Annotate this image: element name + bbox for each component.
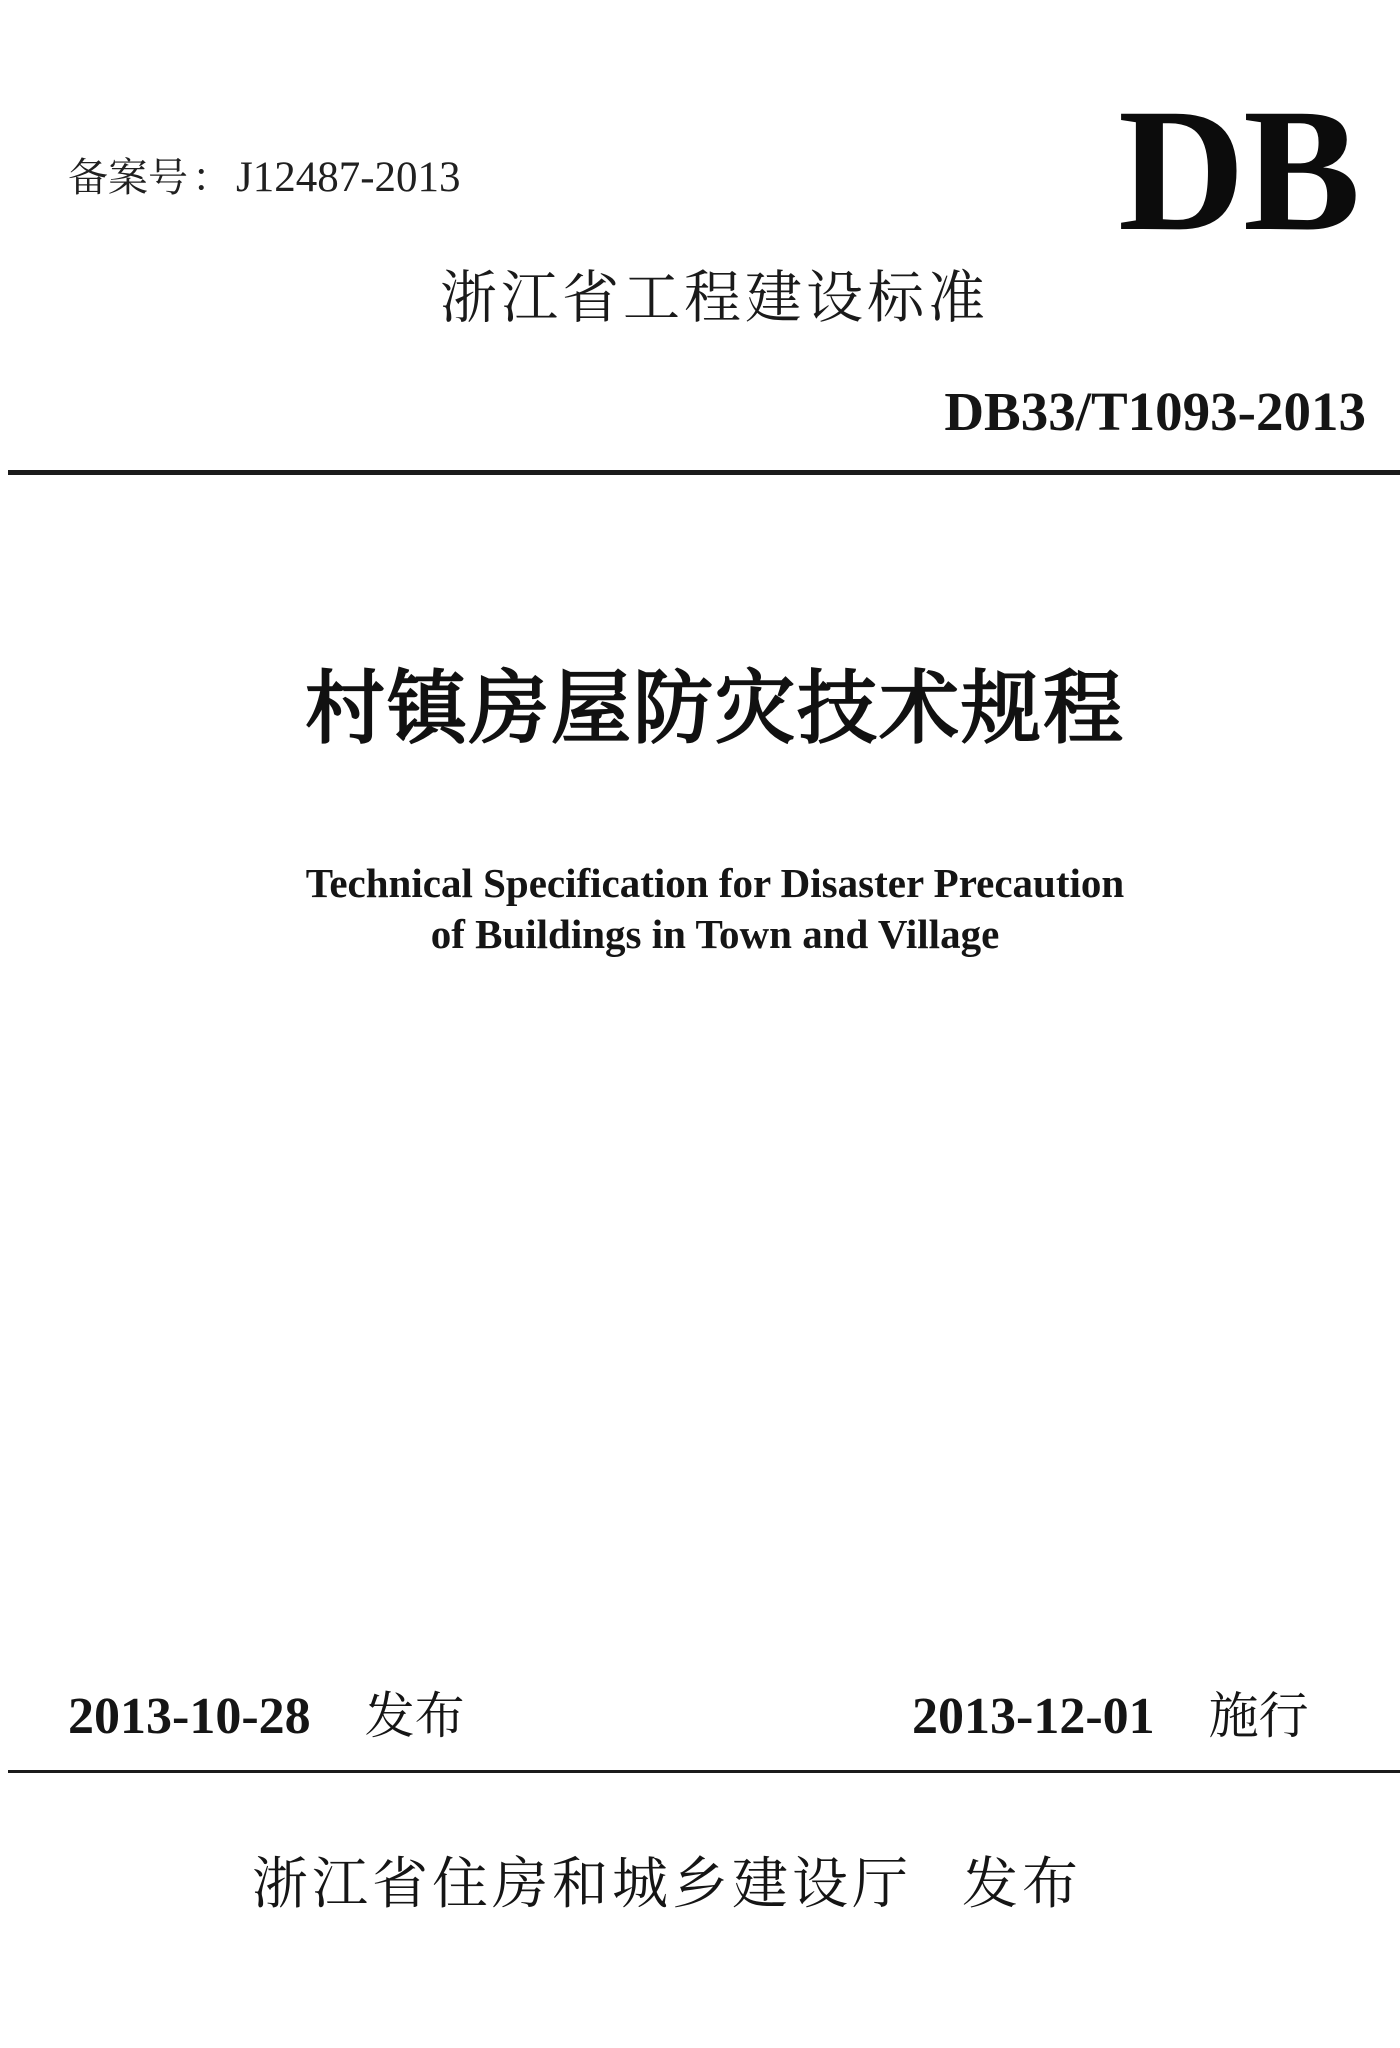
issue-date: 2013-10-28 bbox=[68, 1688, 311, 1745]
issue-label: 发布 bbox=[364, 1687, 465, 1745]
implement-date: 2013-12-01 bbox=[912, 1688, 1155, 1745]
top-divider bbox=[8, 470, 1400, 475]
title-chinese: 村镇房屋防灾技术规程 bbox=[305, 661, 1125, 755]
bottom-divider bbox=[8, 1770, 1400, 1773]
title-english-line-2: of Buildings in Town and Village bbox=[430, 911, 1000, 957]
db-logo: DB bbox=[1118, 73, 1359, 268]
record-separator: ： bbox=[192, 155, 232, 201]
implement-label: 施行 bbox=[1208, 1687, 1309, 1745]
standard-category: 浙江省工程建设标准 bbox=[440, 265, 989, 331]
title-english-line-1: Technical Specification for Disaster Precaution bbox=[305, 860, 1125, 906]
title-english bbox=[0, 858, 1400, 960]
record-number-value: J12487-2013 bbox=[236, 154, 461, 201]
issue-date-block bbox=[68, 1676, 465, 1748]
publisher-label: 发布 bbox=[962, 1852, 1082, 1917]
implement-date-block bbox=[912, 1676, 1309, 1748]
record-number bbox=[68, 146, 461, 203]
standard-code: DB33/T1093-2013 bbox=[944, 381, 1366, 442]
publisher bbox=[252, 1840, 1082, 1920]
record-label: 备案号 bbox=[68, 155, 188, 201]
publisher-name: 浙江省住房和城乡建设厅 bbox=[252, 1852, 912, 1917]
